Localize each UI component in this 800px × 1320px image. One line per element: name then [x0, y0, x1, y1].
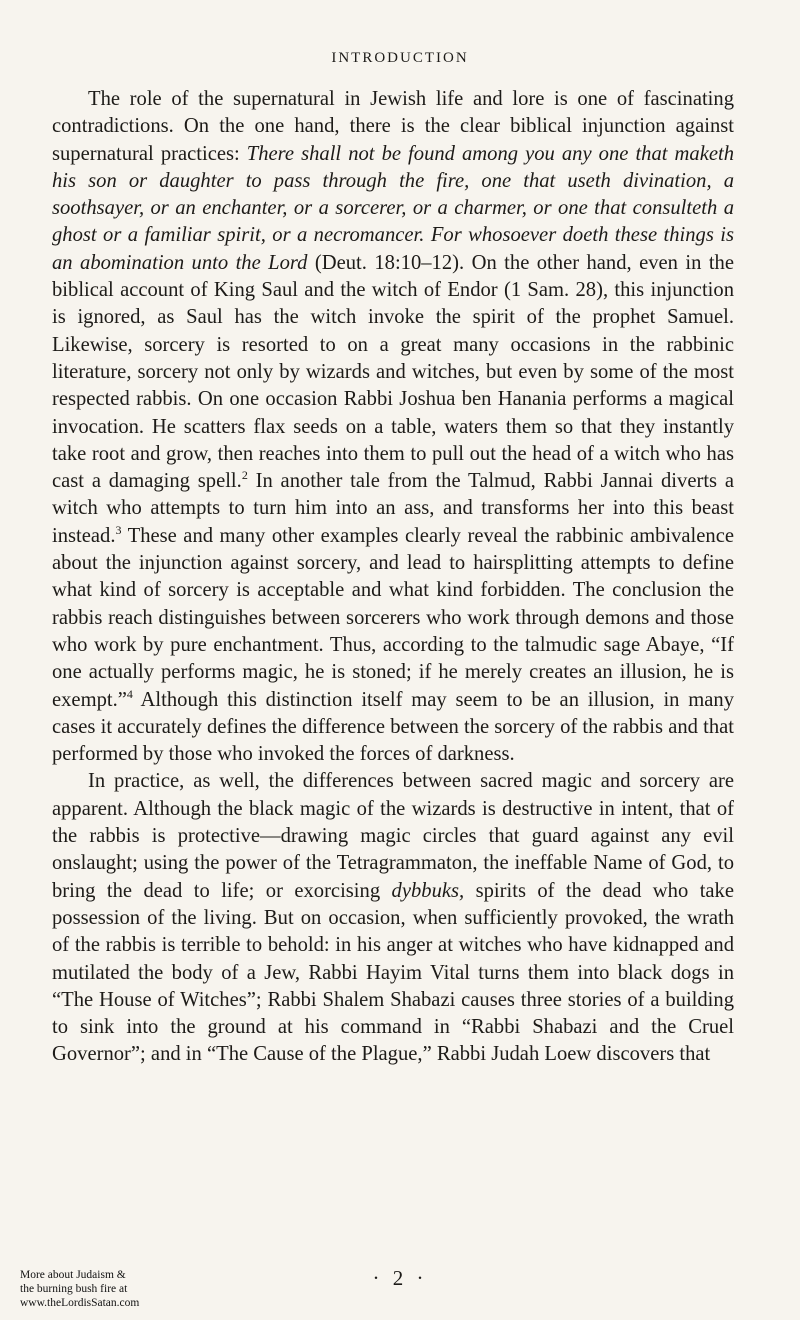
- text-segment: In another tale from the Talmud, Rabbi Jannai diverts a witch who attempts to turn him into an ass, and transforms her into this beast instead.: [52, 470, 734, 547]
- body-text: [52, 86, 734, 1069]
- text-segment: Although this distinction itself may seem to be an illusion, in many cases it accurately defines the difference between the sorcery of the rabbis and that performed by those who invoked the forces of darkness.: [52, 688, 734, 766]
- text-segment: In practice, as well, the differences between sacred magic and sorcery are apparent. Although the black magic of the wizards is destructive in intent, that of the rabbis is protective—drawing magic circles that guard against any evil onslaught; using the power of the Tetragrammaton, the ineffable Name of God, to bring the dead to life; or exorcising: [52, 770, 734, 902]
- italic-quotation: There shall not be found among you any one that maketh his son or daughter to pass through the fire, one that useth divination, a soothsayer, or an enchanter, or a sorcerer, or a charmer, or one that consulteth a ghost or a familiar spirit, or a necromancer. For whosoever doeth these things is an abomination unto the Lord: [52, 142, 734, 274]
- page-number: · 2 ·: [372, 1266, 428, 1290]
- paragraph-1: [52, 86, 734, 768]
- running-head: INTRODUCTION: [331, 50, 469, 66]
- footnote-ref-3[interactable]: 3: [115, 522, 122, 537]
- italic-term: dybbuks,: [391, 879, 465, 902]
- text-segment: These and many other examples clearly reveal the rabbinic ambivalence about the injunction against sorcery, and lead to hairsplitting attempts to define what kind of sorcery is acceptable and what kind forbidden. The conclusion the rabbis reach distinguishes between sorcerers who work through demons and those who work by pure enchantment. Thus, according to the talmudic sage Abaye, “If one actually performs magic, he is stoned; if he merely creates an illusion, he is exempt.”: [52, 524, 734, 711]
- watermark-note: [20, 1268, 200, 1310]
- footnote-ref-2[interactable]: 2: [241, 468, 248, 483]
- watermark-line: the burning bush fire at: [20, 1283, 128, 1295]
- footnote-ref-4[interactable]: 4: [126, 686, 133, 701]
- text-segment: The role of the supernatural in Jewish life and lore is one of fascinating contradictions. On the one hand, there is the clear biblical injunction against supernatural practices:: [52, 88, 734, 165]
- watermark-url[interactable]: www.theLordisSatan.com: [20, 1297, 140, 1309]
- paragraph-2: [52, 768, 734, 1068]
- text-segment: (Deut. 18:10–12). On the other hand, even in the biblical account of King Saul and the witch of Endor (1 Sam. 28), this injunction is ignored, as Saul has the witch invoke the spirit of the prophet Samuel. Likewise, sorcery is resorted to on a great many occasions in the rabbinic literature, sorcery not only by wizards and witches, but even by some of the most respected rabbis. On one occasion Rabbi Joshua ben Hanania performs a magical invocation. He scatters flax seeds on a table, waters them so that they instantly take root and grow, then reaches into them to pull out the head of a witch who has cast a damaging spell.: [52, 251, 734, 493]
- watermark-line: More about Judaism &: [20, 1269, 126, 1281]
- text-segment: spirits of the dead who take possession of the living. But on occasion, when sufficiently provoked, the wrath of the rabbis is terrible to behold: in his anger at witches who have kidnapped and mutilated the body of a Jew, Rabbi Hayim Vital turns them into black dogs in “The House of Witches”; Rabbi Shalem Shabazi causes three stories of a building to sink into the ground at his command in “Rabbi Shabazi and the Cruel Governor”; and in “The Cause of the Plague,” Rabbi Judah Loew discovers that: [52, 879, 734, 1066]
